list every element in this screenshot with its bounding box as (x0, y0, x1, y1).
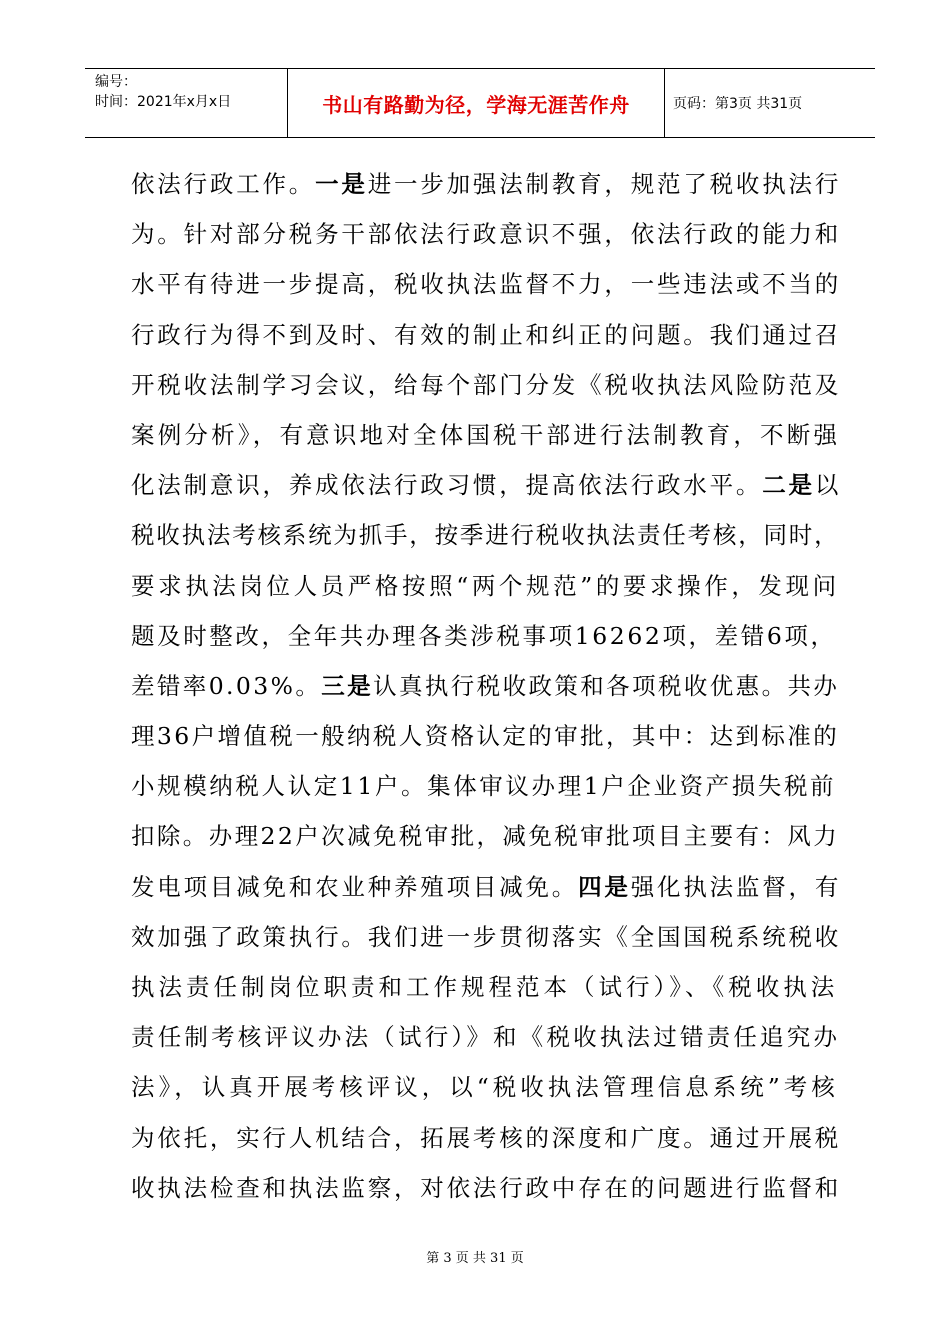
text-line: 为。针对部分税务干部依法行政意识不强，依法行政的能力和 (131, 220, 842, 249)
text-line: 执法责任制岗位职责和工作规程范本（试行）》、《税收执法 (131, 973, 839, 1001)
text-line: 差错率0.03%。三是认真执行税收政策和各项税收优惠。共办 (131, 671, 840, 700)
document-time-label: 时间：2021年x月x日 (95, 94, 232, 110)
text-line: 小规模纳税人认定11户。集体审议办理1户企业资产损失税前 (131, 772, 837, 801)
text-line: 案例分析》，有意识地对全体国税干部进行法制教育，不断强 (131, 420, 841, 449)
header-meta (85, 69, 288, 137)
text-line: 题及时整改，全年共办理各类涉税事项16262项，差错6项， (131, 621, 837, 650)
header-motto: 书山有路勤为径，学海无涯苦作舟 (322, 92, 630, 117)
page-footer: 第 3 页 共 31 页 (426, 1251, 524, 1266)
text-line: 法》，认真开展考核评议，以“税收执法管理信息系统”考核 (131, 1073, 839, 1102)
text-line: 化法制意识，养成依法行政习惯，提高依法行政水平。二是以 (131, 471, 842, 500)
text-line: 为依托，实行人机结合，拓展考核的深度和广度。通过开展税 (131, 1123, 842, 1152)
header-page-number: 页码：第3页 共31页 (673, 96, 803, 112)
page-header (85, 68, 875, 138)
body-paragraph (131, 159, 841, 1213)
header-motto-cell (288, 69, 665, 137)
text-line: 要求执法岗位人员严格按照“两个规范”的要求操作，发现问 (131, 571, 840, 600)
text-line: 扣除。办理22户次减免税审批，减免税审批项目主要有：风力 (131, 822, 840, 851)
text-line: 行政行为得不到及时、有效的制止和纠正的问题。我们通过召 (131, 320, 842, 349)
text-line: 依法行政工作。一是进一步加强法制教育，规范了税收执法行 (131, 170, 842, 198)
text-line: 开税收法制学习会议，给每个部门分发《税收执法风险防范及 (131, 370, 842, 399)
text-line: 理36户增值税一般纳税人资格认定的审批，其中：达到标准的 (131, 722, 840, 751)
text-line: 收执法检查和执法监察，对依法行政中存在的问题进行监督和 (131, 1173, 842, 1202)
text-line: 效加强了政策执行。我们进一步贯彻落实《全国国税系统税收 (131, 922, 842, 951)
text-line: 税收执法考核系统为抓手，按季进行税收执法责任考核，同时， (131, 521, 840, 550)
text-line: 责任制考核评议办法（试行）》和《税收执法过错责任追究办 (131, 1023, 841, 1052)
text-line: 发电项目减免和农业种养殖项目减免。四是强化执法监督，有 (131, 872, 842, 901)
text-line: 水平有待进一步提高，税收执法监督不力，一些违法或不当的 (131, 270, 842, 299)
header-page-cell (665, 69, 875, 137)
document-number-label: 编号： (95, 74, 137, 90)
